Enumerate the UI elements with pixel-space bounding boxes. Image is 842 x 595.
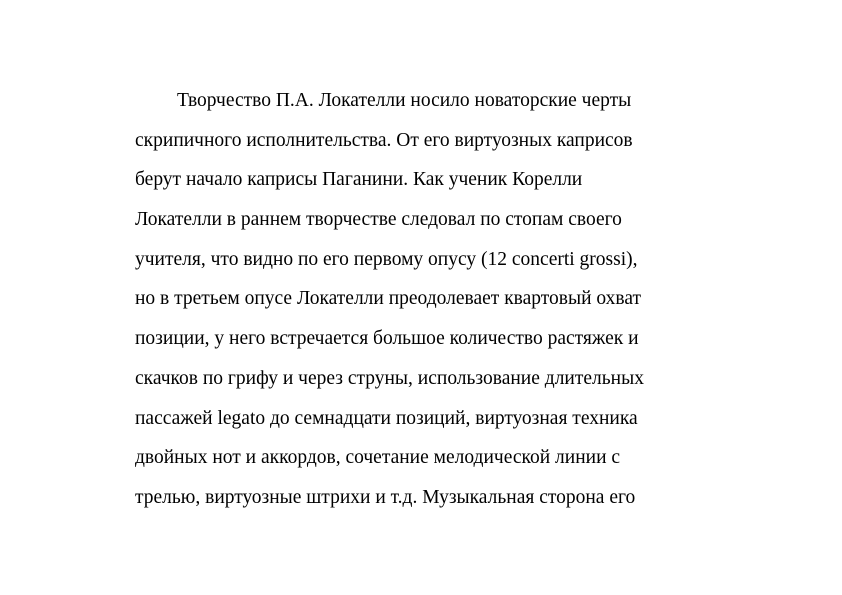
text-line-1: Творчество П.А. Локателли носило новаторские черты (177, 90, 632, 111)
text-line-3: берут начало каприсы Паганини. Как ученик Корелли (135, 169, 583, 191)
text-line-2: скрипичного исполнительства. От его виртуозных каприсов (135, 129, 633, 151)
body-paragraph (135, 84, 735, 521)
text-line-10: двойных нот и аккордов, сочетание мелодической линии с (135, 447, 621, 469)
text-line-11: трелью, виртуозные штрихи и т.д. Музыкальная сторона его (135, 486, 636, 508)
text-line-5: учителя, что видно по его первому опусу (12 concerti grossi), (135, 248, 638, 270)
text-line-7: позиции, у него встречается большое количество растяжек и (135, 328, 639, 350)
text-line-6: но в третьем опусе Локателли преодолевает квартовый охват (135, 288, 642, 310)
text-line-8: скачков по грифу и через струны, использование длительных (135, 367, 644, 389)
text-line-4: Локателли в раннем творчестве следовал по стопам своего (135, 209, 622, 231)
text-line-9: пассажей legato до семнадцати позиций, виртуозная техника (135, 407, 638, 429)
